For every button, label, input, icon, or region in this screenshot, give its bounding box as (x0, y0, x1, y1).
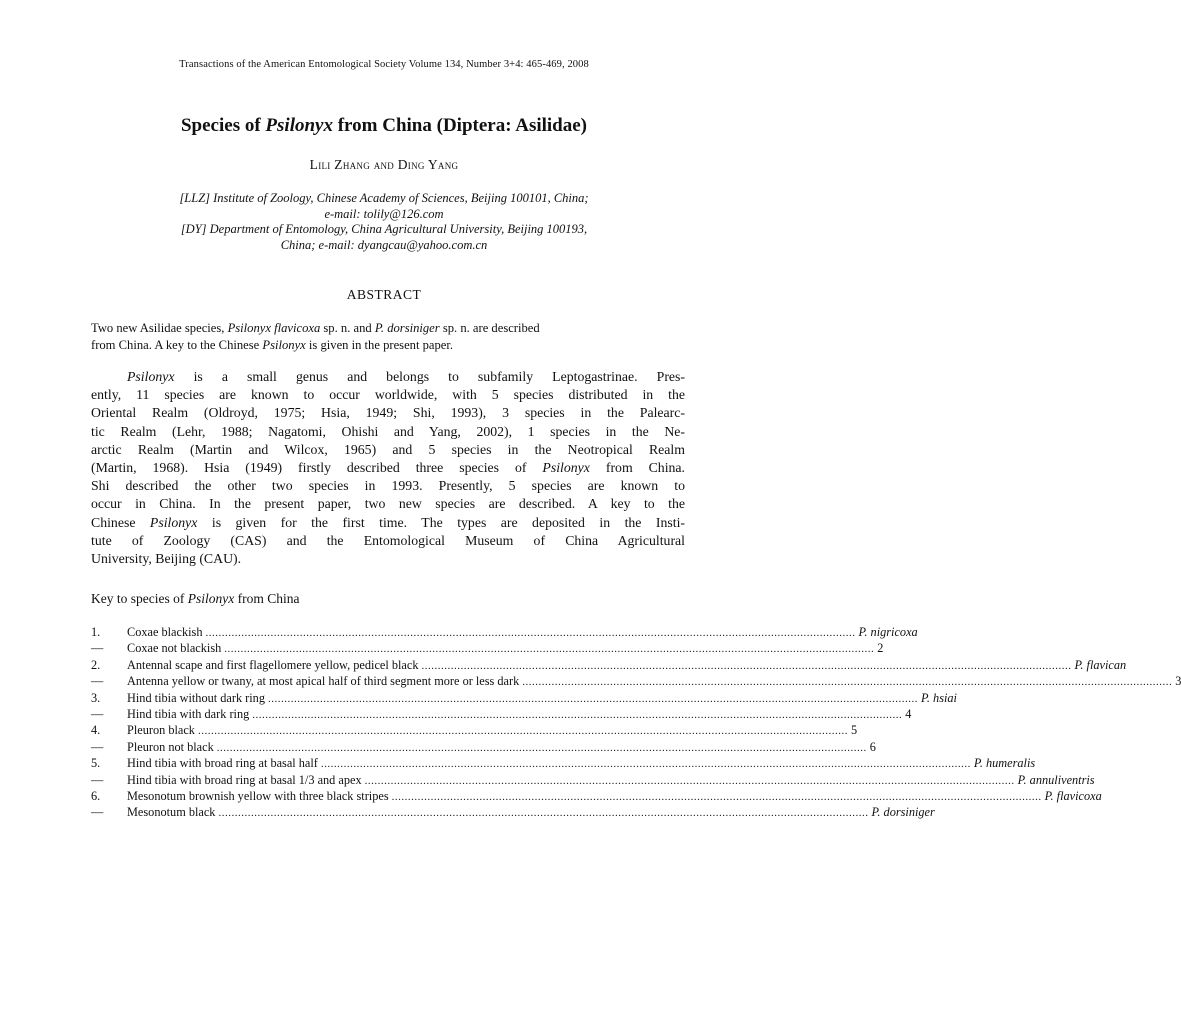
species-name: Psilonyx flavicoxa (227, 321, 321, 335)
key-couplet-reference: 5 (850, 723, 858, 738)
key-species-result: P. dorsiniger (871, 805, 935, 820)
text-run: is given in the present paper. (305, 338, 454, 352)
dot-leader: ........................................................................................................................................................................................................ (197, 725, 848, 738)
text-run: sp. n. and (320, 321, 375, 335)
key-couplet-number: — (91, 706, 104, 721)
key-description: Coxae not blackish (127, 641, 222, 656)
title-suffix: from China (Diptera: Asilidae) (332, 115, 588, 136)
intro-line: tute of Zoology (CAS) and the Entomological Museum of China Agricultural (91, 532, 685, 548)
affiliation-email: e-mail: tolily@126.com (324, 207, 444, 221)
key-row (91, 673, 1181, 689)
key-couplet-number: — (91, 674, 104, 689)
key-species-result: P. hsiai (920, 690, 957, 705)
key-row (91, 706, 912, 722)
key-row (91, 739, 876, 755)
genus-name: Psilonyx (127, 369, 175, 384)
abstract-text (91, 320, 685, 354)
key-couplet-number: 1. (91, 625, 101, 639)
affiliation-email: China; e-mail: dyangcau@yahoo.com.cn (280, 238, 488, 252)
text-run: Chinese (91, 514, 150, 530)
text-run: Key to species of (91, 591, 188, 606)
text-run: from China (234, 591, 300, 606)
affiliation-line: [DY] Department of Entomology, China Agricultural University, Beijing 100193, (180, 222, 588, 236)
key-couplet-reference: 2 (877, 641, 884, 656)
key-heading (91, 591, 299, 607)
dot-leader: ........................................................................................................................................................................................................ (421, 659, 1072, 672)
key-row (91, 657, 1127, 673)
intro-line (91, 459, 685, 477)
key-description: Antennal scape and first flagellomere yellow, pedicel black (127, 657, 419, 672)
key-row (91, 722, 858, 738)
title-prefix: Species of (180, 115, 266, 136)
key-couplet-reference: 6 (869, 739, 876, 754)
key-description: Coxae blackish (127, 625, 203, 639)
key-row (91, 788, 1102, 804)
key-row (91, 755, 1036, 771)
dot-leader: ........................................................................................................................................................................................................ (364, 774, 1015, 787)
intro-paragraph (91, 368, 685, 568)
intro-line: Oriental Realm (Oldroyd, 1975; Hsia, 1949; Shi, 1993), 3 species in the Palearc- (91, 405, 685, 421)
key-couplet-number: 3. (91, 690, 101, 705)
key-row (91, 690, 957, 706)
key-species-result: P. flavican (1074, 657, 1127, 672)
key-row (91, 624, 918, 640)
intro-line: ently, 11 species are known to occur worldwide, with 5 species distributed in the (91, 387, 685, 403)
text-run: from China. (589, 460, 686, 476)
abstract-heading: ABSTRACT (346, 287, 422, 302)
key-description: Mesonotum brownish yellow with three black stripes (127, 788, 389, 803)
intro-line (91, 368, 685, 386)
abstract-line (91, 320, 685, 337)
text-run: sp. n. are described (439, 321, 540, 335)
intro-line: tic Realm (Lehr, 1988; Nagatomi, Ohishi and Yang, 2002), 1 species in the Ne- (91, 423, 685, 439)
dot-leader: ........................................................................................................................................................................................................ (224, 643, 875, 656)
key-couplet-number: 6. (91, 788, 101, 803)
key-species-result: P. annuliventris (1017, 772, 1095, 787)
dot-leader: ........................................................................................................................................................................................................ (252, 708, 903, 721)
intro-line: arctic Realm (Martin and Wilcox, 1965) and 5 species in the Neotropical Realm (91, 441, 685, 457)
intro-line: University, Beijing (CAU). (91, 551, 242, 567)
intro-line (91, 514, 685, 532)
key-couplet-number: 4. (91, 723, 101, 738)
key-description: Hind tibia with broad ring at basal 1/3 and apex (127, 772, 362, 787)
genus-name: Psilonyx (262, 338, 306, 352)
text-run: Two new Asilidae species, (91, 321, 228, 335)
key-couplet-number: — (91, 739, 104, 754)
species-name: P. dorsiniger (374, 321, 440, 335)
key-species-result: P. humeralis (973, 756, 1036, 771)
key-description: Hind tibia without dark ring (127, 690, 265, 705)
dot-leader: ........................................................................................................................................................................................................ (218, 807, 869, 820)
key-species-result: P. flavicoxa (1044, 788, 1102, 803)
key-description: Hind tibia with broad ring at basal half (127, 756, 318, 771)
key-description: Pleuron not black (127, 739, 214, 754)
dot-leader: ........................................................................................................................................................................................................ (205, 627, 856, 639)
dot-leader: ........................................................................................................................................................................................................ (216, 741, 867, 754)
key-row (91, 804, 935, 820)
dot-leader: ........................................................................................................................................................................................................ (267, 692, 918, 705)
key-description: Mesonotum black (127, 805, 216, 820)
authors: Lili Zhang and Ding Yang (309, 157, 459, 172)
paper-title (0, 115, 768, 137)
key-couplet-reference: 4 (905, 706, 912, 721)
key-description: Pleuron black (127, 723, 195, 738)
key-couplet-reference: 3 (1175, 674, 1181, 689)
dot-leader: ........................................................................................................................................................................................................ (522, 676, 1173, 689)
text-run: from China. A key to the Chinese (91, 338, 263, 352)
genus-name: Psilonyx (149, 514, 198, 530)
key-couplet-number: — (91, 641, 104, 656)
dot-leader: ........................................................................................................................................................................................................ (391, 790, 1042, 803)
intro-line: occur in China. In the present paper, two new species are described. A key to the (91, 496, 685, 512)
key-species-result: P. nigricoxa (858, 625, 918, 639)
text-run: (Martin, 1968). Hsia (1949) firstly described three species of (91, 460, 543, 476)
key-couplet-number: — (91, 772, 104, 787)
affiliation-line: [LLZ] Institute of Zoology, Chinese Academy of Sciences, Beijing 100101, China; (179, 191, 589, 205)
text-run: is given for the first time. The types are deposited in the Insti- (197, 514, 685, 530)
key-couplet-number: — (91, 805, 104, 820)
dot-leader: ........................................................................................................................................................................................................ (320, 758, 971, 771)
title-genus: Psilonyx (265, 115, 333, 136)
key-description: Antenna yellow or twany, at most apical half of third segment more or less dark (127, 674, 520, 689)
key-row (91, 772, 1095, 788)
key-couplet-number: 5. (91, 756, 101, 771)
abstract-line (91, 337, 685, 354)
key-row (91, 640, 884, 656)
running-head: Transactions of the American Entomological Society Volume 134, Number 3+4: 465-469, 2008 (179, 59, 589, 70)
genus-name: Psilonyx (187, 591, 235, 606)
key-description: Hind tibia with dark ring (127, 706, 250, 721)
species-key (91, 624, 1181, 821)
text-run: is a small genus and belongs to subfamily Leptogastrinae. Pres- (174, 369, 685, 384)
genus-name: Psilonyx (542, 460, 590, 476)
key-couplet-number: 2. (91, 657, 101, 672)
intro-line: Shi described the other two species in 1993. Presently, 5 species are known to (91, 478, 685, 494)
